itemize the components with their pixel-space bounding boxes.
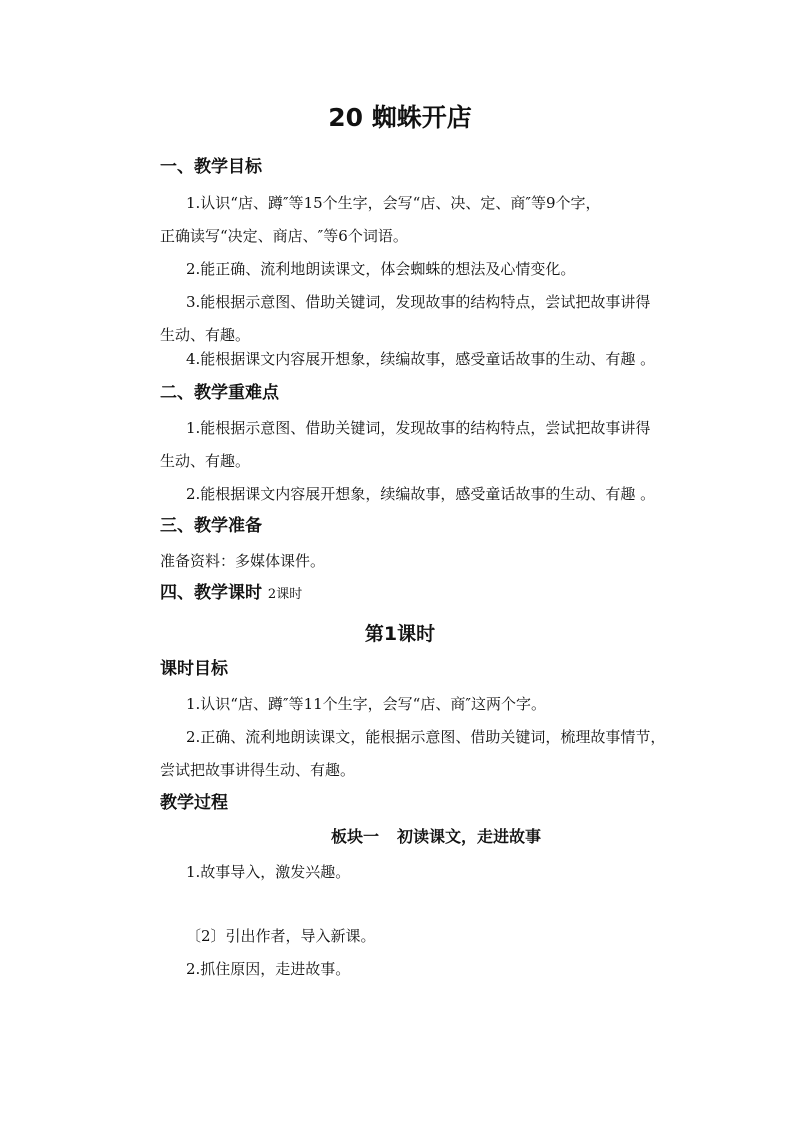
key-point-1-cont: 生动、有趣。 [160,452,251,470]
goal-item-1-cont: 正确读写“决定、商店、″等6个词语。 [160,227,408,245]
lesson-hours-label: 四、教学课时 [160,583,262,603]
lesson-goals-heading: 课时目标 [160,659,228,679]
section-heading-preparation: 三、教学准备 [160,516,262,536]
goal-item-2: 2.能正确、流利地朗读课文，体会蜘蛛的想法及心情变化。 [186,260,576,278]
goal-item-1: 1.认识“店、蹲″等15个生字，会写“店、决、定、商″等9个字， [186,194,601,212]
section-heading-lesson-hours [160,582,302,606]
goal-item-3: 3.能根据示意图、借助关键词，发现故事的结构特点，尝试把故事讲得 [186,293,651,311]
section-heading-teaching-goals: 一、教学目标 [160,157,262,177]
goal-item-3-cont: 生动、有趣。 [160,326,251,344]
block-title [0,826,800,848]
lesson-goal-2-cont: 尝试把故事讲得生动、有趣。 [160,761,356,779]
lesson-goal-1: 1.认识“店、蹲″等11个生字，会写“店、商″这两个字。 [186,695,546,713]
lesson-title: 第1课时 [364,623,436,645]
lesson-hours-value: 2课时 [267,587,303,602]
key-point-1: 1.能根据示意图、借助关键词，发现故事的结构特点，尝试把故事讲得 [186,419,651,437]
document-title: 20 蜘蛛开店 [328,103,472,132]
lesson-goal-2: 2.正确、流利地朗读课文，能根据示意图、借助关键词，梳理故事情节， [186,728,666,746]
preparation-text: 准备资料：多媒体课件。 [160,552,326,570]
section-heading-key-points: 二、教学重难点 [160,383,279,403]
goal-item-4: 4.能根据课文内容展开想象，续编故事，感受童话故事的生动、有趣 。 [186,350,656,368]
block-title-text: 初读课文，走进故事 [397,827,542,846]
teaching-process-heading: 教学过程 [160,793,228,813]
block-title-number: 板块一 [330,827,379,846]
process-step-1-2: 〔2〕引出作者，导入新课。 [186,927,376,945]
process-step-2: 2.抓住原因，走进故事。 [186,960,351,978]
process-step-1: 1.故事导入，激发兴趣。 [186,863,351,881]
key-point-2: 2.能根据课文内容展开想象，续编故事，感受童话故事的生动、有趣 。 [186,485,656,503]
